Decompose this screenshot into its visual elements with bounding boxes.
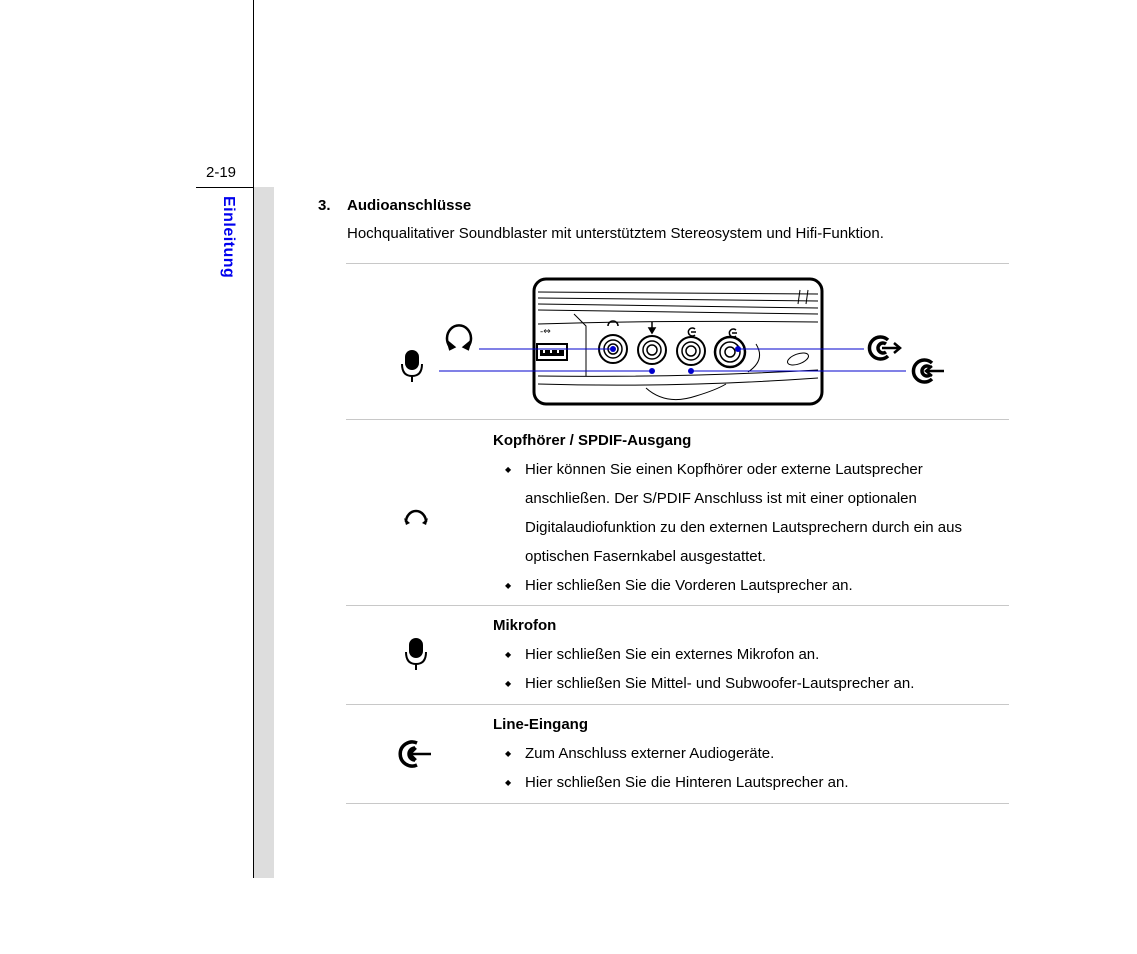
jack-line-out (715, 337, 745, 367)
headphone-icon (447, 325, 471, 349)
port-title-microphone: Mikrofon (493, 617, 557, 634)
microphone-icon (404, 637, 428, 678)
line-in-icon (397, 737, 433, 776)
port-title-line-in: Line-Eingang (493, 716, 588, 733)
page-number: 2-19 (206, 164, 237, 181)
list-item: ◆ Hier schließen Sie Mittel- und Subwoofer-Lautsprecher an. (503, 669, 1003, 698)
section-number: 3. (318, 197, 331, 214)
line-in-icon (913, 360, 944, 382)
headphone-icon (400, 498, 432, 535)
table-rule (346, 704, 1009, 705)
page-number-rule (196, 187, 254, 188)
audio-ports-figure (346, 264, 1009, 419)
section-heading (318, 197, 471, 214)
list-item: ◆ Hier können Sie einen Kopfhörer oder externe Lautsprecher anschließen. Der S/PDIF Anschluss ist mit einer optionalen Digitalaudiofunktion zu den externen Lautsprechern durch ein aus optischen Fasernkabel ausgestattet. (503, 455, 1003, 571)
audio-ports-illustration (346, 264, 1009, 419)
microphone-icon (402, 350, 422, 382)
list-item: ◆ Hier schließen Sie die Hinteren Lautsprecher an. (503, 768, 1003, 797)
port-bullets-headphone (503, 455, 1003, 600)
list-item: ◆ Hier schließen Sie die Vorderen Lautsprecher an. (503, 571, 1003, 600)
chapter-tab-bar (254, 187, 274, 878)
port-bullets-line-in (503, 739, 1003, 797)
list-item: ◆ Zum Anschluss externer Audiogeräte. (503, 739, 1003, 768)
port-title-headphone: Kopfhörer / SPDIF-Ausgang (493, 432, 692, 449)
table-rule (346, 605, 1009, 606)
section-description: Hochqualitativer Soundblaster mit unterstütztem Stereosystem und Hifi-Funktion. (347, 225, 884, 242)
list-item: ◆ Hier schließen Sie ein externes Mikrofon an. (503, 640, 1003, 669)
jack-line-in (677, 337, 705, 365)
table-rule-bottom (346, 803, 1009, 804)
line-out-icon (869, 337, 900, 359)
svg-text:-⇔: -⇔ (540, 327, 551, 337)
jack-microphone (638, 336, 666, 364)
port-bullets-microphone (503, 640, 1003, 698)
table-rule (346, 419, 1009, 420)
chapter-label: Einleitung (220, 196, 237, 279)
section-title: Audioanschlüsse (347, 197, 472, 214)
